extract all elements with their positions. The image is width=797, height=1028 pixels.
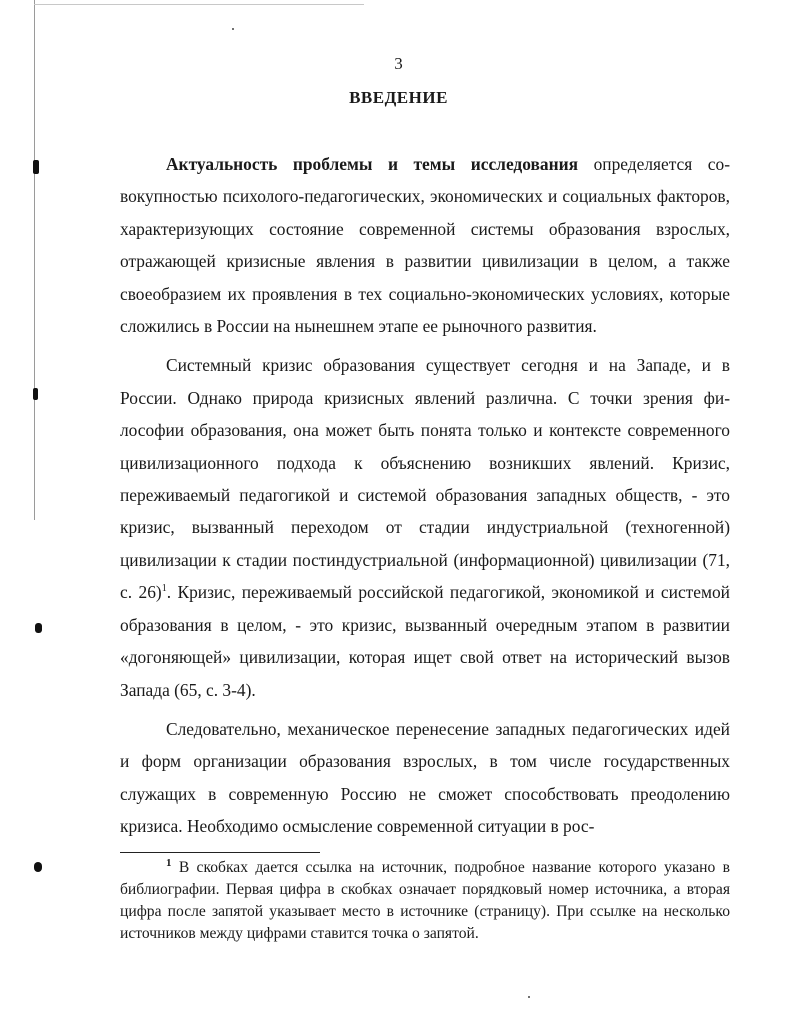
paragraph (120, 349, 730, 705)
paragraph (120, 148, 730, 342)
footnote-text: В скобках дается ссылка на источник, подробное название которого указано в библиографии. Первая цифра в скобках означает порядковый номер источника, а вторая цифра после запятой указывает место в источнике (страницу). При ссылке на несколько источников между цифрами ставится точка о запятой. (120, 859, 730, 942)
body-text (120, 148, 730, 850)
footnote-marker: 1 (166, 857, 172, 869)
paragraph-text: Системный кризис образования существует сегодня и на Западе, и в России. Однако природа кризисных явлений различна. С точки зрения философии образования, она может быть понята только и контексте современного цивилизационного подхода к объяснению возникших явлений. Кризис, переживаемый педагогикой и системой образования западных обществ, - это кризис, вызванный переходом от стадии индустриальной (техногенной) цивилизации к стадии постиндустриальной (информационной) цивилизации (71, с. 26) (120, 355, 730, 603)
binding-hole-mark (35, 623, 42, 633)
paragraph (120, 713, 730, 843)
paragraph-text: . Кризис, переживаемый российской педагогикой, экономикой и системой образования в целом, - это кризис, вызванный очередным этапом в развитии «догоняющей» цивилизации, которая ищет свой ответ на исторический вызов Запада (65, с. 3-4). (120, 582, 730, 700)
page-number: 3 (394, 54, 403, 73)
paragraph-text: определяется совокупностью психолого-педагогических, экономических и социальных факторов, характеризующих состояние современной системы образования взрослых, отражающей кризисные явления в развитии цивилизации в целом, а также своеобразием их проявления в тех социально-экономических условиях, которые сложились в России на нынешнем этапе ее рыночного развития. (120, 154, 730, 337)
scan-speck (232, 28, 234, 30)
scan-top-edge (34, 4, 364, 5)
bold-lead: Актуальность проблемы и темы исследования (166, 154, 579, 174)
binding-hole-mark (34, 862, 42, 872)
footnote (120, 857, 730, 945)
scan-speck (528, 996, 530, 998)
binding-hole-mark (33, 160, 39, 174)
footnote-separator (120, 852, 320, 853)
page-title: ВВЕДЕНИЕ (349, 88, 448, 107)
footnote-reference: 1 (161, 583, 167, 595)
scan-left-edge (34, 0, 35, 520)
binding-hole-mark (33, 388, 38, 400)
paragraph-text: Следовательно, механическое перенесение западных педагогических идей и форм организации образования взрослых, в том числе государственных служащих в современную Россию не сможет способствовать преодолению кризиса. Необходимо осмысление современной ситуации в рос- (120, 718, 730, 837)
